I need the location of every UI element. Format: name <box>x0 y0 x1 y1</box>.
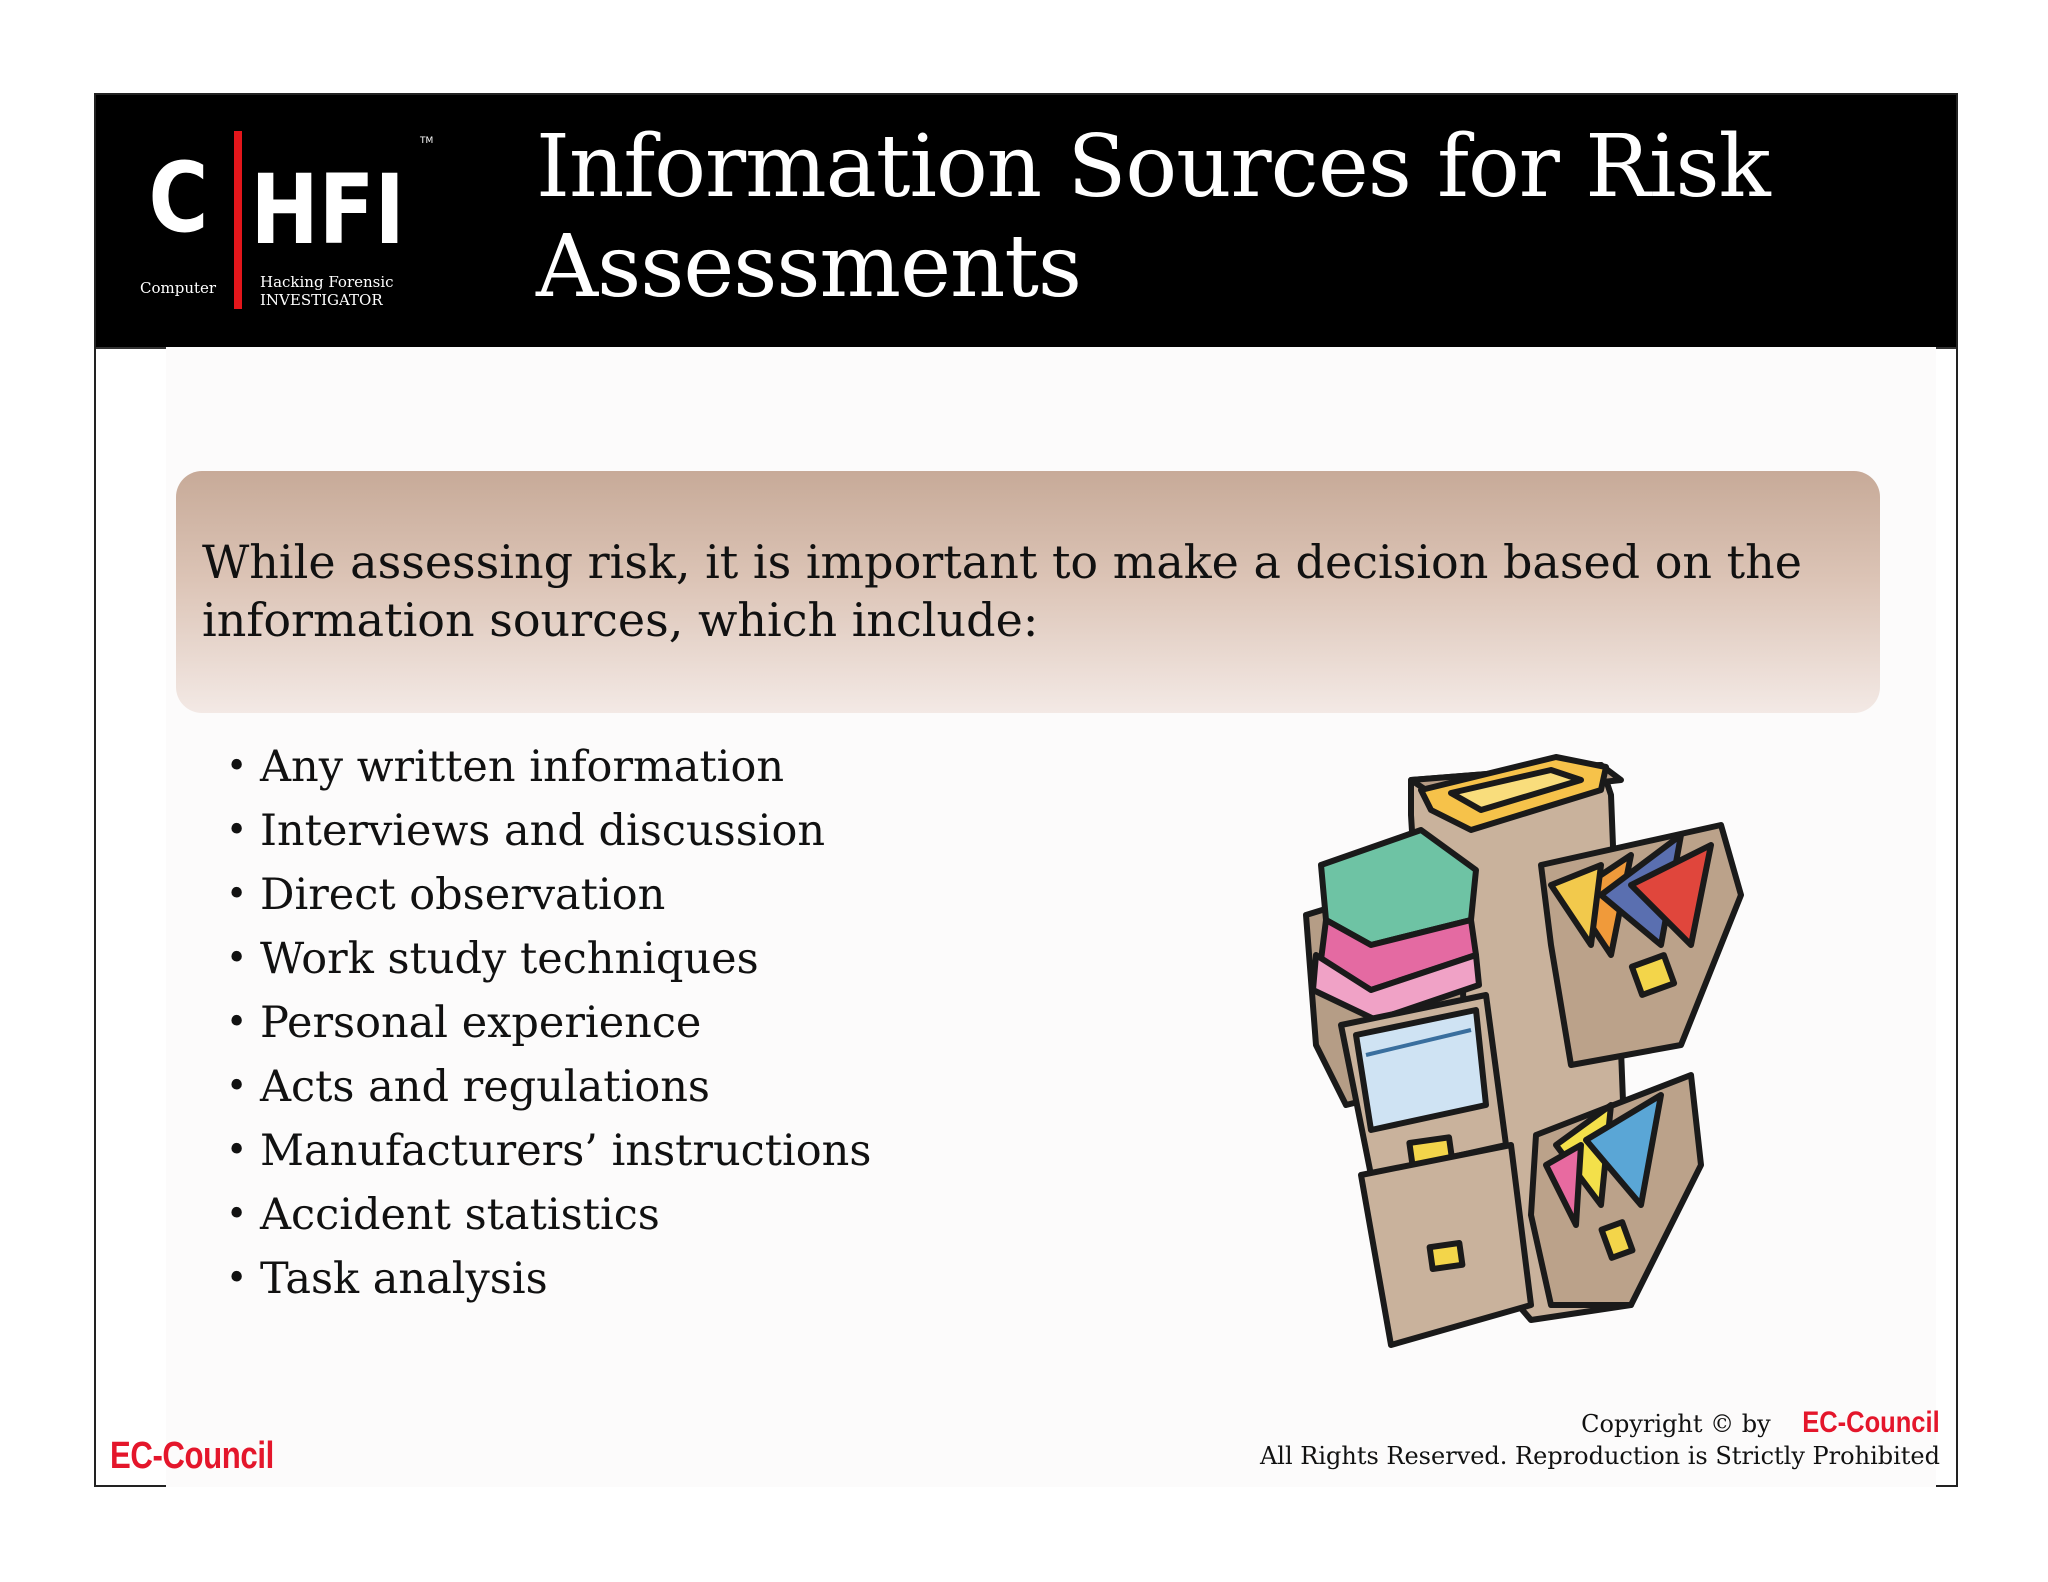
bullet-icon: • <box>226 1130 248 1171</box>
intro-callout <box>176 471 1880 713</box>
logo-letter-c: C <box>148 142 209 255</box>
rights-line: All Rights Reserved. Reproduction is Strictly Prohibited <box>1259 1442 1940 1470</box>
list-item-text: Personal experience <box>260 998 702 1048</box>
bullet-icon: • <box>226 1002 248 1043</box>
copyright-brand: EC-Council <box>1802 1406 1940 1439</box>
logo-caption-hacking-forensic: Hacking Forensic <box>260 273 394 291</box>
bullet-icon: • <box>226 810 248 851</box>
list-item-text: Any written information <box>260 742 785 792</box>
logo-letters-hfi: HFI <box>250 154 405 267</box>
bullet-icon: • <box>226 1194 248 1235</box>
list-item <box>226 991 871 1055</box>
slide <box>94 93 1958 1487</box>
logo-red-divider <box>234 131 242 309</box>
header-bar <box>96 95 1956 349</box>
logo-caption-computer: Computer <box>140 279 217 297</box>
list-item-text: Direct observation <box>260 870 666 920</box>
bullet-icon: • <box>226 1258 248 1299</box>
ec-council-logo: EC-Council <box>110 1435 274 1477</box>
list-item-text: Manufacturers’ instructions <box>260 1126 872 1176</box>
chfi-logo <box>140 111 440 321</box>
list-item-text: Accident statistics <box>260 1190 660 1240</box>
list-item-text: Interviews and discussion <box>260 806 826 856</box>
list-item-text: Acts and regulations <box>260 1062 710 1112</box>
list-item <box>226 1119 871 1183</box>
file-cabinet-icon <box>1301 745 1756 1415</box>
bullet-icon: • <box>226 746 248 787</box>
copyright-notice <box>1260 1407 1940 1472</box>
copyright-line <box>1260 1407 1940 1440</box>
bullet-icon: • <box>226 874 248 915</box>
logo-tm: TM <box>420 136 434 146</box>
list-item <box>226 863 871 927</box>
list-item-text: Task analysis <box>260 1254 548 1304</box>
intro-text: While assessing risk, it is important to make a decision based on the information sources, which include: <box>202 535 1803 647</box>
list-item-text: Work study techniques <box>260 934 759 984</box>
logo-caption-investigator: INVESTIGATOR <box>260 291 383 309</box>
list-item <box>226 1247 871 1311</box>
list-item <box>226 735 871 799</box>
copyright-prefix: Copyright © by <box>1581 1410 1779 1438</box>
list-item <box>226 927 871 991</box>
list-item <box>226 1055 871 1119</box>
bullet-icon: • <box>226 938 248 979</box>
list-item <box>226 799 871 863</box>
bullet-icon: • <box>226 1066 248 1107</box>
page-title: Information Sources for Risk Assessments <box>536 117 1770 317</box>
list-item <box>226 1183 871 1247</box>
info-sources-list <box>226 735 871 1311</box>
